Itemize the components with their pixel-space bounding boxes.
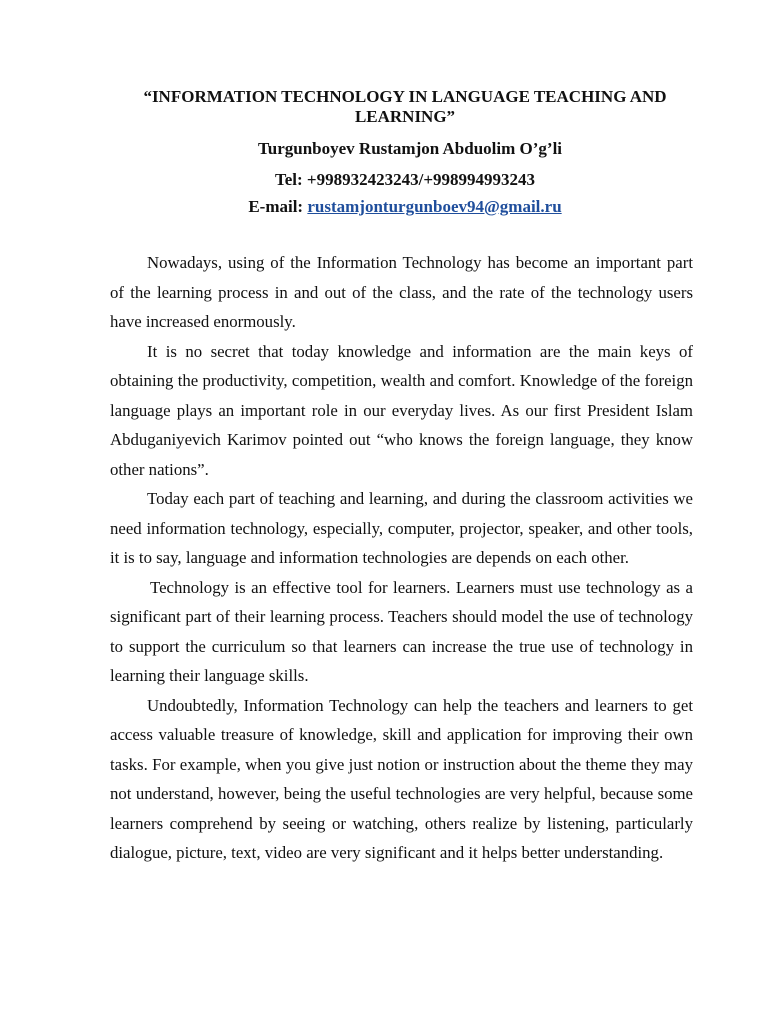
paragraph-2: It is no secret that today knowledge and information are the main keys of obtaining the productivity, competition, wealth and comfort. Knowledge of the foreign language plays an important role in our everyday lives. As our first President Islam Abduganiyevich Karimov pointed out “who knows the foreign language, they know other nations”. xyxy=(110,341,693,479)
paragraph-5: Undoubtedly, Information Technology can help the teachers and learners to get access valuable treasure of knowledge, skill and application for improving their own tasks. For example, when you give just notion or instruction about the theme they may not understand, however, being the useful technologies are very helpful, because some learners comprehend by seeing or watching, others realize by listening, particularly dialogue, picture, text, video are very significant and it helps better understanding. xyxy=(110,695,693,862)
paragraph-1: Nowadays, using of the Information Technology has become an important part of the learning process in and out of the class, and the rate of the technology users have increased enormously. xyxy=(110,253,693,331)
author-email-line xyxy=(100,197,710,217)
email-link[interactable]: rustamjonturgunboev94@gmail.ru xyxy=(307,197,562,216)
paper-title: “INFORMATION TECHNOLOGY IN LANGUAGE TEACHING AND LEARNING” xyxy=(143,87,667,126)
paragraph-4: Technology is an effective tool for learners. Learners must use technology as a significant part of their learning process. Teachers should model the use of technology to support the curriculum so that learners can increase the true use of technology in learning their language skills. xyxy=(110,577,693,685)
email-label: E-mail: xyxy=(248,197,308,216)
paragraph-3: Today each part of teaching and learning, and during the classroom activities we need information technology, especially, computer, projector, speaker, and other tools, it is to say, language and information technologies are depends on each other. xyxy=(110,489,693,567)
body-text xyxy=(110,248,693,868)
author-phone: Tel: +998932423243/+998994993243 xyxy=(274,170,536,189)
author-name: Turgunboyev Rustamjon Abduolim O’g’li xyxy=(257,139,563,158)
